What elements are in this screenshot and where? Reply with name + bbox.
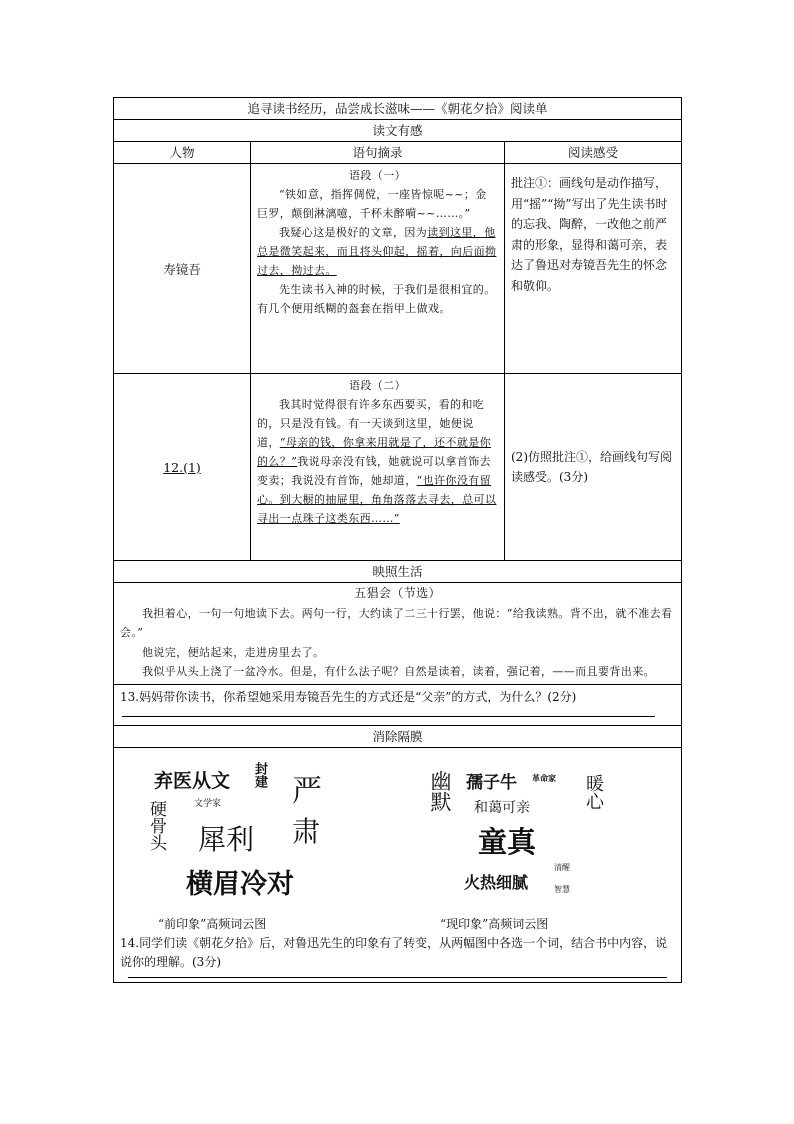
header-person: 人物 [114,142,251,163]
cloud-word: 火热细腻 [464,872,529,892]
section-label-life: 映照生活 [114,561,681,583]
reading-worksheet [113,97,682,983]
word-clouds [114,748,681,969]
reading-paragraph: 他说完，便站起来，走进房里去了。 [142,645,325,659]
table-row [114,164,681,374]
passage-title: 语段（二） [349,379,406,392]
word-cloud-section [114,748,681,978]
cloud-word: 幽默 [428,769,452,812]
question-prompt: (2)仿照批注①，给画线句写阅读感受。(3分) [511,450,672,484]
reading-paragraph: 我担着心，一句一句地读下去。两句一行，大约读了二三十行罢，他说：“给我读熟。背不出，就不准去看会。” [120,606,673,639]
underlined-sentence: 读到这里，他总是微笑起来，而且将头仰起，摇着，向后面拗过去，拗过去。 [257,226,497,277]
cloud-word: 孺子牛 [466,772,517,793]
excerpt-passage-2 [251,374,505,560]
passage-paragraph: “铁如意，指挥倜傥，一座皆惊呢~~；金巨罗，颠倒淋漓噫，千杯未醉嗬~~……。” [257,188,487,220]
cloud-word: 清醒 [554,862,570,872]
worksheet-title: 追寻读书经历，品尝成长滋味——《朝花夕拾》阅读单 [114,98,681,120]
answer-line[interactable] [128,977,667,978]
cloud-word: 童真 [478,824,537,859]
cloud-word: 硬骨头 [146,799,166,851]
passage-paragraph: 我其时觉得很有许多东西要买，看的和吃的，只是没有钱。有一天谈到这里，她便说道，“母亲的钱，你拿来用就是了，还不就是你的么？”我说母亲没有钱，她就说可以拿首饰去变卖；我说没有首饰，她却道，“也许你没有留心。到大橱的抽屉里，角角落落去寻去，总可以寻出一点珠子这类东西……” [257,398,497,525]
table-row [114,374,681,561]
passage-paragraph: 先生读书入神的时候，于我们是很相宜的。有几个便用纸糊的盔套在指甲上做戏。 [257,283,496,315]
reading-paragraph: 我似乎从头上浇了一盆冷水。但是，有什么法子呢？自然是读着，读着，强记着，——而且要背出来。 [142,665,655,678]
cloud-word: 横眉冷对 [186,868,294,900]
question-number: 12.(1) [114,374,251,560]
underlined-sentence: “也许你没有留心。到大橱的抽屉里，角角落落去寻去，总可以寻出一点珠子这类东西……” [257,474,497,525]
annotation-note: 批注①：画线句是动作描写，用“摇”“拗”写出了先生读书时的忘我、陶醉，一改他之前严肃的形象，显得和蔼可亲，表达了鲁迅对寿镜吾先生的怀念和敬仰。 [511,176,668,293]
cloud-word: 肃 [292,814,321,848]
excerpt-passage-1 [251,164,505,373]
header-feeling: 阅读感受 [567,145,618,160]
passage-title: 语段（一） [349,169,406,182]
cloud-word: 和蔼可亲 [474,799,530,816]
caption-now: “现印象”高频词云图 [440,916,549,931]
cloud-word: 严 [292,773,322,809]
passage-paragraph: 我疑心这是极好的文章，因为读到这里，他总是微笑起来，而且将头仰起，摇着，向后面拗过去，拗过去。 [257,226,497,277]
reading-title: 五猖会（节选） [354,586,441,600]
table-header-row [114,142,681,164]
answer-cell[interactable] [505,374,681,560]
cloud-word: 文学家 [194,798,222,809]
underlined-sentence: “母亲的钱，你拿来用就是了，还不就是你的么？” [257,436,492,468]
question-13 [114,685,681,726]
cloud-word: 弃医从文 [154,769,231,792]
question-text: 13.妈妈带你读书，你希望她采用寿镜吾先生的方式还是“父亲”的方式，为什么？(2分) [120,689,577,704]
reading-excerpt [114,583,681,685]
person-name: 寿镜吾 [114,164,251,373]
cloud-word: 暖心 [583,773,604,810]
cloud-word: 革命家 [532,773,556,783]
header-excerpt: 语句摘录 [251,142,505,163]
cloud-word: 犀利 [198,822,255,856]
cloud-word: 封建 [252,761,267,788]
cloud-word: 智慧 [554,884,570,894]
answer-line[interactable] [122,716,655,717]
question-14: 14.同学们读《朝花夕拾》后，对鲁迅先生的印象有了转变，从两幅图中各选一个词，结合书中内容，说说你的理解。(3分) [120,935,668,969]
section-label-reading: 读文有感 [114,120,681,142]
section-label-clear: 消除隔膜 [114,726,681,748]
caption-before: “前印象”高频词云图 [158,916,267,931]
